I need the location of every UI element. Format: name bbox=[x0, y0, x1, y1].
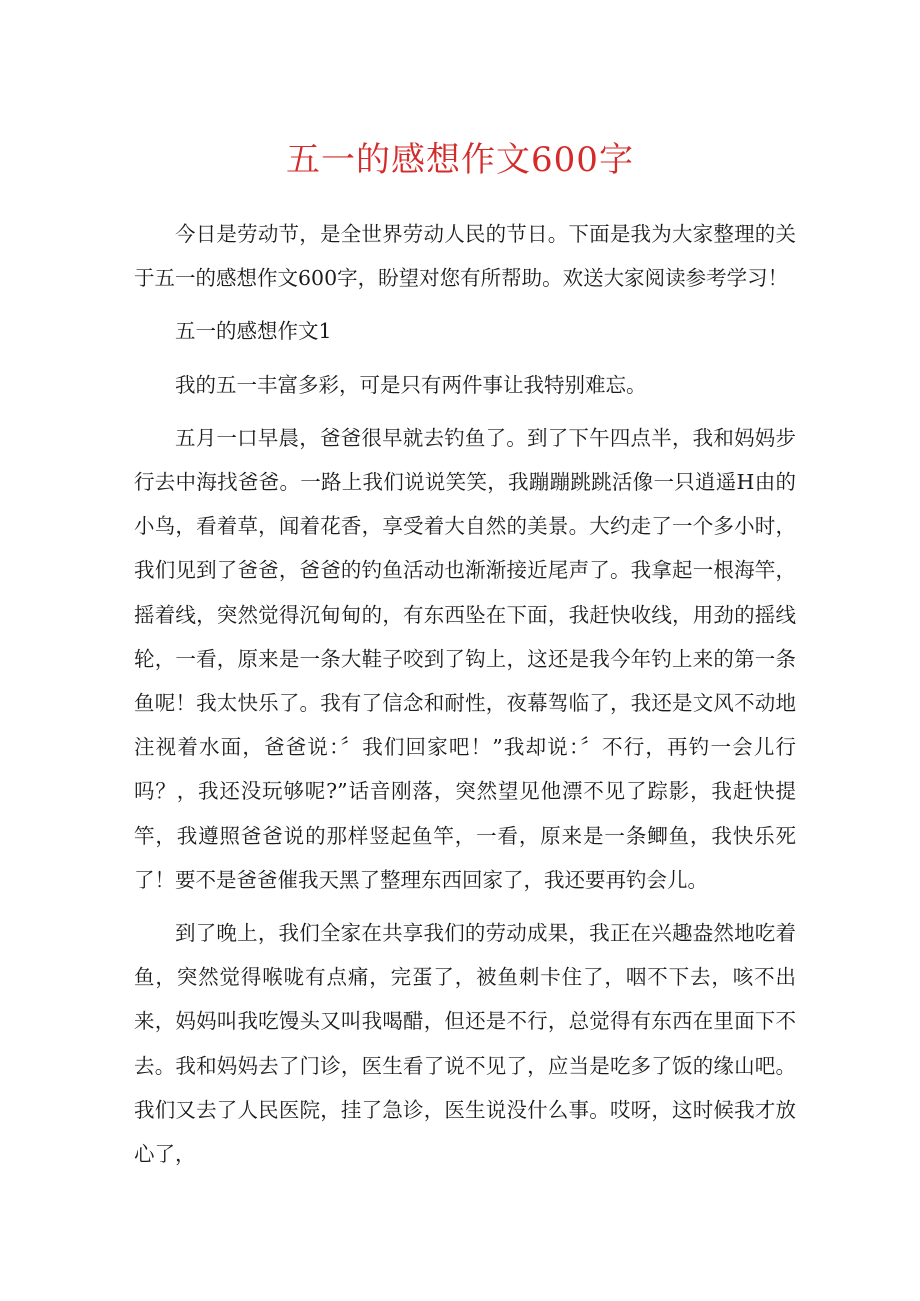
body-paragraph: 五月一口早晨，爸爸很早就去钓鱼了。到了下午四点半，我和妈妈步行去中海找爸爸。一路上我们说说笑笑，我蹦蹦跳跳活像一只逍遥H由的小鸟，看着草，闻着花香，享受着大自然的美景。大约走了一个多小时，我们见到了爸爸，爸爸的钓鱼活动也渐渐接近尾声了。我拿起一根海竿，摇着线，突然觉得沉甸甸的，有东西坠在下面，我赶快收线，用劲的摇线轮，一看，原来是一条大鞋子咬到了钩上，这还是我今年钓上来的第一条鱼呢！我太快乐了。我有了信念和耐性，夜幕驾临了，我还是文风不动地注视着水面，爸爸说：〞我们回家吧！”我却说：〞不行，再钓一会儿行吗？，我还没玩够呢?”话音刚落，突然望见他漂不见了踪影，我赶快提竿，我遵照爸爸说的那样竖起鱼竿，一看，原来是一条鲫鱼，我快乐死了！要不是爸爸催我天黑了整理东西回家了，我还要再钓会儿。 bbox=[134, 425, 796, 892]
body-paragraph: 我的五一丰富多彩，可是只有两件事让我特别难忘。 bbox=[175, 372, 647, 397]
page-title: 五一的感想作文600字 bbox=[286, 140, 634, 180]
section-heading: 五一的感想作文1 bbox=[175, 319, 332, 344]
document-body bbox=[134, 212, 796, 1185]
body-paragraph: 到了晚上，我们全家在共享我们的劳动成果，我正在兴趣盎然地吃着鱼，突然觉得喉咙有点痛，完蛋了，被鱼刺卡住了，咽不下去，咳不出来，妈妈叫我吃馒头又叫我喝醋，但还是不行，总觉得有东西在里面下不去。我和妈妈去了门诊，医生看了说不见了，应当是吃多了饭的缘山吧。我们又去了人民医院，挂了急诊，医生说没什么事。哎呀，这时候我才放心了， bbox=[134, 921, 796, 1167]
intro-paragraph: 今日是劳动节，是全世界劳动人民的节日。下面是我为大家整理的关于五一的感想作文600字，盼望对您有所帮助。欢送大家阅读参考学习！ bbox=[134, 222, 796, 291]
